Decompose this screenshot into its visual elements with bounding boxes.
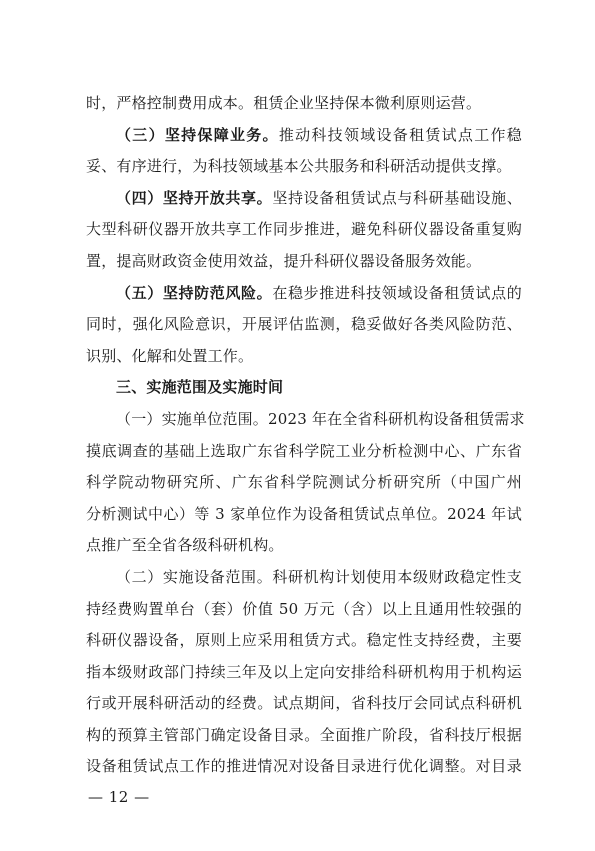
text-line	[86, 404, 525, 436]
line-text: 设备租赁试点工作的推进情况对设备目录进行优化调整。对目录	[86, 757, 522, 776]
line-text: （二）实施设备范围。科研机构计划使用本级财政稳定性支	[116, 567, 522, 586]
line-text: 坚持设备租赁试点与科研基础设施、	[272, 188, 522, 207]
bold-lead-phrase: （三）坚持保障业务。	[116, 125, 279, 144]
text-line	[86, 562, 522, 594]
text-line	[86, 720, 522, 752]
text-line	[86, 309, 522, 341]
body-text	[86, 88, 525, 783]
text-line	[86, 530, 522, 562]
line-text: 行或开展科研活动的经费。试点期间，省科技厅会同试点科研机	[86, 694, 522, 713]
text-line	[86, 657, 522, 689]
line-text: 分析测试中心）等 3 家单位作为设备租赁试点单位。2024 年试	[86, 504, 522, 523]
text-line	[86, 751, 522, 783]
line-text: 时，严格控制费用成本。租赁企业坚持保本微利原则运营。	[86, 94, 482, 112]
line-text: 指本级财政部门持续三年及以上定向安排给科研机构用于机构运	[86, 662, 522, 681]
line-text: 在稳步推进科技领域设备租赁试点的	[272, 283, 522, 302]
page-number: — 12 —	[88, 788, 150, 806]
text-line	[86, 120, 522, 152]
line-text: 点推广至全省各级科研机构。	[86, 536, 284, 555]
bold-lead-phrase: （五）坚持防范风险。	[116, 283, 273, 302]
line-text: 同时，强化风险意识，开展评估监测，稳妥做好各类风险防范、	[86, 315, 522, 334]
text-line	[86, 151, 522, 183]
section-heading	[86, 372, 522, 404]
text-line	[86, 625, 522, 657]
text-line	[86, 214, 522, 246]
section-heading-text: 三、实施范围及实施时间	[116, 378, 284, 397]
line-text: 大型科研仪器开放共享工作同步推进，避免科研仪器设备重复购	[86, 220, 522, 239]
text-line	[86, 341, 522, 373]
text-line	[86, 183, 522, 215]
text-line	[86, 688, 522, 720]
bold-lead-phrase: （四）坚持开放共享。	[116, 188, 273, 207]
line-text: 摸底调查的基础上选取广东省科学院工业分析检测中心、广东省	[86, 441, 522, 460]
text-line	[86, 594, 522, 626]
line-text: 科学院动物研究所、广东省科学院测试分析研究所（中国广州	[86, 473, 522, 492]
text-line	[86, 499, 522, 531]
text-line	[86, 278, 522, 310]
line-text: 推动科技领域设备租赁试点工作稳	[278, 125, 522, 144]
text-line	[86, 246, 522, 278]
line-text: 妥、有序进行，为科技领域基本公共服务和科研活动提供支撑。	[86, 157, 512, 176]
line-text: 识别、化解和处置工作。	[86, 346, 254, 365]
line-text: 置，提高财政资金使用效益，提升科研仪器设备服务效能。	[86, 251, 482, 270]
text-line	[86, 467, 522, 499]
text-line	[86, 88, 522, 120]
line-text: 科研仪器设备，原则上应采用租赁方式。稳定性支持经费，主要	[86, 631, 522, 650]
line-text: 持经费购置单台（套）价值 50 万元（含）以上且通用性较强的	[86, 599, 522, 618]
line-text: 构的预算主管部门确定设备目录。全面推广阶段，省科技厅根据	[86, 725, 522, 744]
text-line	[86, 436, 522, 468]
line-text: （一）实施单位范围。2023 年在全省科研机构设备租赁需求	[116, 409, 525, 428]
